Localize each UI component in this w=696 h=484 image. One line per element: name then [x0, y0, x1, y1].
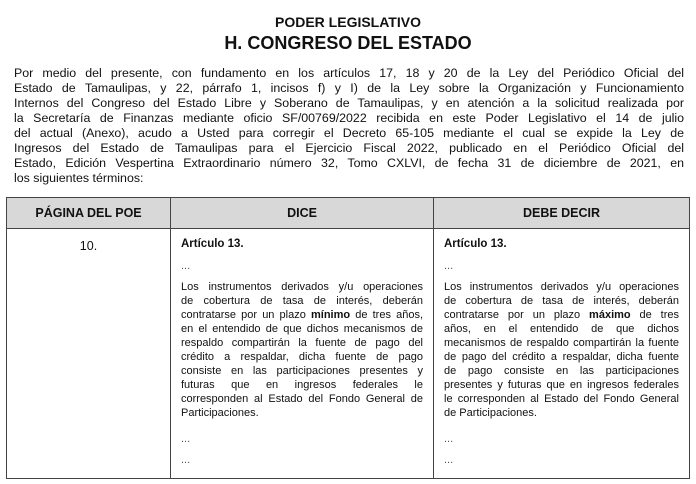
header-line-1: PODER LEGISLATIVO — [275, 14, 421, 30]
table-row — [7, 229, 690, 479]
header-dice: DICE — [171, 198, 434, 229]
paragraph-line: en el entendido de que dichos mecanismos de — [181, 323, 423, 335]
ellipsis: ... — [444, 433, 454, 445]
corrections-table — [6, 197, 690, 479]
paragraph-line — [181, 308, 423, 322]
intro-paragraph — [14, 66, 684, 186]
ellipsis: ... — [181, 454, 191, 466]
intro-line: del actual (Anexo), acudo a Usted para corregir el Decreto 65-105 mediante el cual se expide la Ley de — [14, 126, 684, 140]
paragraph-line: respaldo compartirán la fuente de pago del — [181, 337, 423, 349]
article-paragraph — [181, 280, 423, 420]
article-heading: Artículo 13. — [181, 238, 244, 250]
line-part: contratarse por un plazo — [181, 309, 311, 321]
line-part: de tres años, — [350, 309, 424, 321]
paragraph-line: corresponden al Estado del Fondo General de — [181, 393, 423, 405]
paragraph-line: futuras que en ingresos federales le — [181, 379, 423, 391]
article-paragraph — [444, 280, 679, 420]
emphasized-word: mínimo — [311, 309, 351, 321]
header-line-2: H. CONGRESO DEL ESTADO — [224, 33, 472, 53]
paragraph-line: de Participaciones. — [444, 407, 537, 419]
intro-line: Por medio del presente, con fundamento en los artículos 17, 18 y 20 de la Ley del Periódico Oficial del — [14, 66, 684, 80]
ellipsis: ... — [444, 454, 454, 466]
intro-line: Estado de Tamaulipas, y 22, párrafo 1, incisos f) y I) de la Ley sobre la Organización y Funcionamiento — [14, 81, 684, 95]
paragraph-line: de cobertura de tasa de interés, deberán — [444, 295, 679, 307]
paragraph-line: crédito a respaldar, dicha fuente de pago — [181, 351, 423, 363]
paragraph-line: Los instrumentos derivados y/u operaciones — [444, 281, 679, 293]
intro-line: los siguientes términos: — [14, 171, 144, 185]
paragraph-line — [444, 308, 679, 322]
line-part: contratarse por un plazo — [444, 309, 590, 321]
ellipsis: ... — [444, 260, 454, 272]
debe-decir-cell — [434, 229, 690, 479]
page-cell: 10. — [7, 229, 171, 479]
intro-line: la Secretaría de Finanzas mediante oficio SF/00769/2022 recibida en este Poder Legislativo el 14 de julio — [14, 111, 684, 125]
line-part: de tres — [630, 309, 679, 321]
intro-line: Estado, Edición Vespertina Extraordinario número 32, Tomo CXLVI, de fecha 31 de diciembre de 2021, en — [14, 156, 684, 170]
paragraph-line: Los instrumentos derivados y/u operaciones — [181, 281, 423, 293]
table-header-row — [7, 198, 690, 229]
paragraph-line: Participaciones. — [181, 407, 259, 419]
paragraph-line: le corresponden al Estado del Fondo General — [444, 393, 679, 405]
paragraph-line: mecanismos de respaldo compartirán la fuente — [444, 337, 679, 349]
intro-line: Internos del Congreso del Estado Libre y Soberano de Tamaulipas, y en atención a la solicitud realizada por — [14, 96, 684, 110]
article-heading: Artículo 13. — [444, 238, 507, 250]
paragraph-line: de pago del crédito a respaldar, dicha fuente — [444, 351, 679, 363]
emphasized-word: máximo — [589, 309, 631, 321]
paragraph-line: presentes y futuras que en ingresos federales — [444, 379, 679, 391]
intro-line: Ingresos del Estado de Tamaulipas para el Ejercicio Fiscal 2022, publicado en el Periódico Oficial del — [14, 141, 684, 155]
ellipsis: ... — [181, 260, 191, 272]
paragraph-line: consiste en las participaciones presentes y — [181, 365, 423, 377]
ellipsis: ... — [181, 433, 191, 445]
paragraph-line: de cobertura de tasa de interés, deberán — [181, 295, 423, 307]
header-page: PÁGINA DEL POE — [7, 198, 171, 229]
dice-cell — [171, 229, 434, 479]
header-debe-decir: DEBE DECIR — [434, 198, 690, 229]
paragraph-line: años, en el entendido de que dichos — [444, 323, 679, 335]
paragraph-line: de pago consiste en las participaciones — [444, 365, 679, 377]
